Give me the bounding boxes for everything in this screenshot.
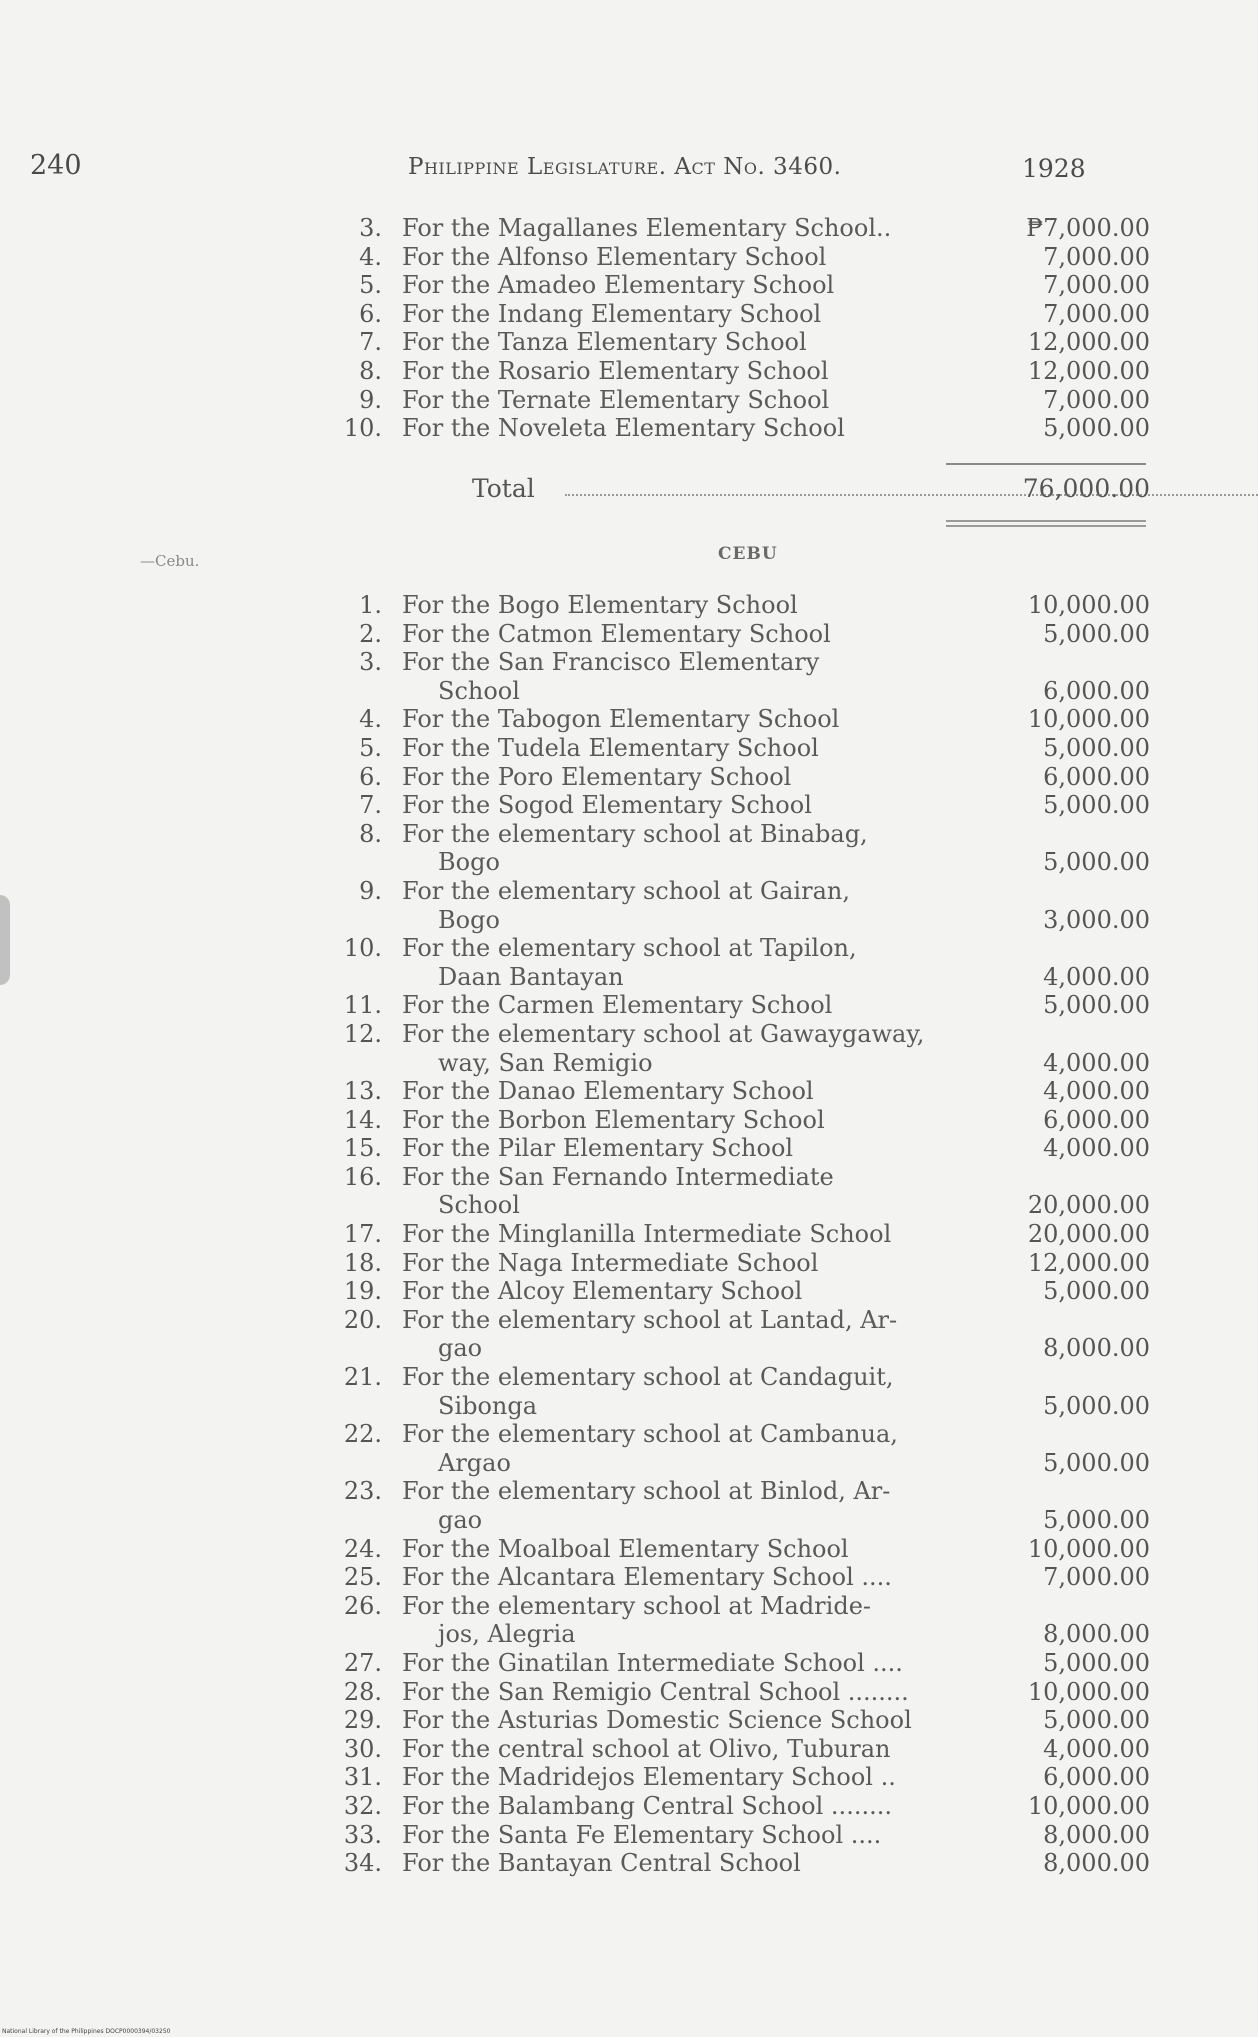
item-text-line: For the Indang Elementary School xyxy=(402,299,822,328)
item-text-line: For the Balambang Central School ........ xyxy=(402,1791,892,1820)
item-amount: ₱7,000.00 xyxy=(1026,214,1150,242)
item-amount: 7,000.00 xyxy=(1043,271,1150,300)
list-item xyxy=(340,271,1150,300)
list-item xyxy=(340,1706,1150,1735)
item-text-line: For the Magallanes Elementary School.. xyxy=(402,214,892,242)
total-row xyxy=(340,474,1150,506)
list-item xyxy=(340,1163,1150,1220)
item-number: 28. xyxy=(343,1677,382,1706)
list-item xyxy=(340,328,1150,357)
list-item xyxy=(340,1477,1150,1534)
item-number: 6. xyxy=(359,762,382,791)
list-item xyxy=(340,591,1150,620)
list-item xyxy=(340,1563,1150,1592)
list-item xyxy=(340,1220,1150,1249)
item-text-line: For the Bantayan Central School xyxy=(402,1849,801,1878)
item-text-line: For the elementary school at Binabag, xyxy=(402,819,868,848)
item-text-line: For the Bogo Elementary School xyxy=(402,591,798,619)
item-amount: 7,000.00 xyxy=(1043,1563,1150,1592)
item-number: 29. xyxy=(343,1706,382,1735)
item-number: 9. xyxy=(359,876,382,905)
item-amount: 8,000.00 xyxy=(1043,1334,1150,1363)
item-text-line: Bogo xyxy=(438,905,500,934)
list-item xyxy=(340,1821,1150,1850)
list-item xyxy=(340,1277,1150,1306)
item-amount: 5,000.00 xyxy=(1043,1706,1150,1735)
item-number: 8. xyxy=(359,819,382,848)
scan-caption: National Library of the Philippines DOCP0000394/03250 xyxy=(2,2028,171,2035)
item-amount: 4,000.00 xyxy=(1043,1077,1150,1106)
item-number: 4. xyxy=(359,242,382,271)
item-amount: 10,000.00 xyxy=(1027,591,1150,619)
item-amount: 7,000.00 xyxy=(1043,242,1150,271)
item-amount: 10,000.00 xyxy=(1027,1677,1150,1706)
item-text-line: For the Tabogon Elementary School xyxy=(402,705,840,734)
item-amount: 20,000.00 xyxy=(1027,1191,1150,1220)
item-number: 22. xyxy=(343,1420,382,1449)
item-number: 4. xyxy=(359,705,382,734)
list-item xyxy=(340,877,1150,934)
item-number: 2. xyxy=(359,619,382,648)
item-amount: 5,000.00 xyxy=(1043,733,1150,762)
item-amount: 10,000.00 xyxy=(1027,705,1150,734)
item-text-line: For the Madridejos Elementary School .. xyxy=(402,1763,896,1792)
item-text-line: For the Ternate Elementary School xyxy=(402,385,830,414)
item-number: 5. xyxy=(359,271,382,300)
item-text-line: For the Moalboal Elementary School xyxy=(402,1534,849,1563)
item-amount: 7,000.00 xyxy=(1043,299,1150,328)
item-text-line: For the Rosario Elementary School xyxy=(402,356,829,385)
page-header xyxy=(0,150,1258,190)
item-amount: 6,000.00 xyxy=(1043,762,1150,791)
list-item xyxy=(340,1649,1150,1678)
list-item xyxy=(340,1678,1150,1707)
item-number: 10. xyxy=(343,414,382,443)
item-amount: 5,000.00 xyxy=(1043,991,1150,1020)
item-number: 15. xyxy=(343,1134,382,1163)
list-item xyxy=(340,1020,1150,1077)
page-edge-shadow xyxy=(0,895,10,985)
item-amount: 4,000.00 xyxy=(1043,962,1150,991)
list-item xyxy=(340,1420,1150,1477)
total-leader xyxy=(565,494,1258,496)
item-number: 24. xyxy=(343,1534,382,1563)
item-number: 16. xyxy=(343,1162,382,1191)
list-item xyxy=(340,357,1150,386)
item-text-line: gao xyxy=(438,1506,483,1534)
item-amount: 4,000.00 xyxy=(1043,1048,1150,1077)
item-number: 10. xyxy=(343,934,382,963)
item-text-line: For the Alfonso Elementary School xyxy=(402,242,827,271)
list-item xyxy=(340,386,1150,415)
item-number: 34. xyxy=(343,1849,382,1878)
item-text-line: For the Pilar Elementary School xyxy=(402,1134,794,1163)
item-amount: 5,000.00 xyxy=(1043,414,1150,443)
list-item xyxy=(340,1763,1150,1792)
item-text-line: For the Sogod Elementary School xyxy=(402,791,812,820)
item-number: 27. xyxy=(343,1648,382,1677)
item-number: 25. xyxy=(343,1563,382,1592)
item-text-line: For the San Remigio Central School ........ xyxy=(402,1677,909,1706)
item-text-line: School xyxy=(438,1191,520,1220)
item-number: 23. xyxy=(343,1477,382,1506)
item-text-line: For the elementary school at Binlod, Ar- xyxy=(402,1477,891,1506)
item-amount: 10,000.00 xyxy=(1027,1534,1150,1563)
item-amount: 5,000.00 xyxy=(1043,1277,1150,1306)
item-number: 7. xyxy=(359,791,382,820)
item-text-line: For the Naga Intermediate School xyxy=(402,1248,819,1277)
item-text-line: For the San Francisco Elementary xyxy=(402,648,820,677)
item-text-line: For the Santa Fe Elementary School .... xyxy=(402,1820,882,1849)
list-item xyxy=(340,1535,1150,1564)
list-item xyxy=(340,1735,1150,1764)
list-item xyxy=(340,1249,1150,1278)
list-item xyxy=(340,1077,1150,1106)
item-text-line: For the Catmon Elementary School xyxy=(402,619,831,648)
list-item xyxy=(340,1306,1150,1363)
item-text-line: For the elementary school at Lantad, Ar- xyxy=(402,1305,898,1334)
item-amount: 6,000.00 xyxy=(1043,1763,1150,1792)
list-item xyxy=(340,620,1150,649)
item-text-line: Argao xyxy=(438,1448,511,1477)
item-number: 33. xyxy=(343,1820,382,1849)
item-text-line: For the Noveleta Elementary School xyxy=(402,414,845,443)
item-amount: 5,000.00 xyxy=(1043,1391,1150,1420)
previous-appropriation-list xyxy=(340,214,1150,443)
item-number: 1. xyxy=(359,591,382,619)
item-text-line: For the Tanza Elementary School xyxy=(402,328,807,357)
item-amount: 12,000.00 xyxy=(1027,1248,1150,1277)
item-text-line: For the Amadeo Elementary School xyxy=(402,271,835,300)
item-amount: 5,000.00 xyxy=(1043,791,1150,820)
list-item xyxy=(340,791,1150,820)
item-number: 30. xyxy=(343,1734,382,1763)
cebu-appropriation-list xyxy=(340,591,1150,1878)
item-text-line: School xyxy=(438,676,520,705)
item-amount: 5,000.00 xyxy=(1043,848,1150,877)
list-item xyxy=(340,1592,1150,1649)
item-number: 5. xyxy=(359,733,382,762)
item-text-line: For the San Fernando Intermediate xyxy=(402,1162,834,1191)
item-amount: 4,000.00 xyxy=(1043,1134,1150,1163)
page-number: 240 xyxy=(30,150,82,181)
item-text-line: gao xyxy=(438,1334,483,1363)
item-text-line: For the elementary school at Cambanua, xyxy=(402,1420,898,1449)
item-number: 9. xyxy=(359,385,382,414)
item-text-line: For the Carmen Elementary School xyxy=(402,991,833,1020)
item-text-line: For the central school at Olivo, Tuburan xyxy=(402,1734,891,1763)
item-number: 18. xyxy=(343,1248,382,1277)
item-number: 14. xyxy=(343,1105,382,1134)
list-item xyxy=(340,1363,1150,1420)
item-number: 3. xyxy=(359,214,382,242)
item-amount: 10,000.00 xyxy=(1027,1791,1150,1820)
item-text-line: For the Poro Elementary School xyxy=(402,762,792,791)
item-text-line: For the elementary school at Candaguit, xyxy=(402,1363,894,1392)
item-amount: 3,000.00 xyxy=(1043,905,1150,934)
item-amount: 6,000.00 xyxy=(1043,1105,1150,1134)
item-amount: 12,000.00 xyxy=(1027,356,1150,385)
item-amount: 12,000.00 xyxy=(1027,328,1150,357)
item-amount: 8,000.00 xyxy=(1043,1620,1150,1649)
item-text-line: For the Ginatilan Intermediate School .... xyxy=(402,1648,903,1677)
list-item xyxy=(340,705,1150,734)
item-text-line: For the Asturias Domestic Science School xyxy=(402,1706,912,1735)
item-number: 13. xyxy=(343,1077,382,1106)
item-number: 6. xyxy=(359,299,382,328)
list-item xyxy=(340,1134,1150,1163)
list-item xyxy=(340,300,1150,329)
item-amount: 8,000.00 xyxy=(1043,1849,1150,1878)
item-text-line: Bogo xyxy=(438,848,500,877)
list-item xyxy=(340,648,1150,705)
item-number: 31. xyxy=(343,1763,382,1792)
list-item xyxy=(340,991,1150,1020)
item-amount: 5,000.00 xyxy=(1043,1448,1150,1477)
list-item xyxy=(340,1792,1150,1821)
item-text-line: For the Alcantara Elementary School .... xyxy=(402,1563,892,1592)
item-number: 11. xyxy=(343,991,382,1020)
list-item xyxy=(340,243,1150,272)
item-amount: 5,000.00 xyxy=(1043,1648,1150,1677)
item-amount: 4,000.00 xyxy=(1043,1734,1150,1763)
list-item xyxy=(340,1106,1150,1135)
item-number: 8. xyxy=(359,356,382,385)
item-text-line: For the elementary school at Gairan, xyxy=(402,876,850,905)
item-number: 20. xyxy=(343,1305,382,1334)
total-double-rule xyxy=(946,520,1146,527)
item-text-line: Sibonga xyxy=(438,1391,538,1420)
item-amount: 5,000.00 xyxy=(1043,619,1150,648)
item-number: 7. xyxy=(359,328,382,357)
item-number: 21. xyxy=(343,1363,382,1392)
item-number: 32. xyxy=(343,1791,382,1820)
item-text-line: Daan Bantayan xyxy=(438,962,624,991)
item-text-line: For the Tudela Elementary School xyxy=(402,733,819,762)
list-item xyxy=(340,214,1150,243)
list-item xyxy=(340,734,1150,763)
item-text-line: For the Danao Elementary School xyxy=(402,1077,814,1106)
item-amount: 8,000.00 xyxy=(1043,1820,1150,1849)
list-item xyxy=(340,763,1150,792)
item-number: 17. xyxy=(343,1220,382,1249)
item-text-line: For the Borbon Elementary School xyxy=(402,1105,825,1134)
total-amount: 76,000.00 xyxy=(1022,474,1150,503)
total-rule xyxy=(946,463,1146,465)
item-number: 12. xyxy=(343,1019,382,1048)
running-year: 1928 xyxy=(1022,154,1086,183)
list-item xyxy=(340,1849,1150,1878)
item-number: 3. xyxy=(359,648,382,677)
item-amount: 20,000.00 xyxy=(1027,1220,1150,1249)
item-text-line: For the elementary school at Madride- xyxy=(402,1591,872,1620)
item-text-line: For the Minglanilla Intermediate School xyxy=(402,1220,892,1249)
list-item xyxy=(340,820,1150,877)
total-label: Total xyxy=(472,474,535,503)
item-number: 26. xyxy=(343,1591,382,1620)
item-amount: 7,000.00 xyxy=(1043,385,1150,414)
item-text-line: For the Alcoy Elementary School xyxy=(402,1277,803,1306)
list-item xyxy=(340,414,1150,443)
running-title: Philippine Legislature. Act No. 3460. xyxy=(408,154,842,180)
item-amount: 5,000.00 xyxy=(1043,1506,1150,1534)
item-text-line: For the elementary school at Gawaygaway, xyxy=(402,1019,925,1048)
item-amount: 6,000.00 xyxy=(1043,676,1150,705)
item-number: 19. xyxy=(343,1277,382,1306)
list-item xyxy=(340,934,1150,991)
item-text-line: jos, Alegria xyxy=(438,1620,576,1649)
item-text-line: For the elementary school at Tapilon, xyxy=(402,934,857,963)
margin-note: —Cebu. xyxy=(140,552,200,570)
section-heading: CEBU xyxy=(718,544,778,564)
item-text-line: way, San Remigio xyxy=(438,1048,653,1077)
